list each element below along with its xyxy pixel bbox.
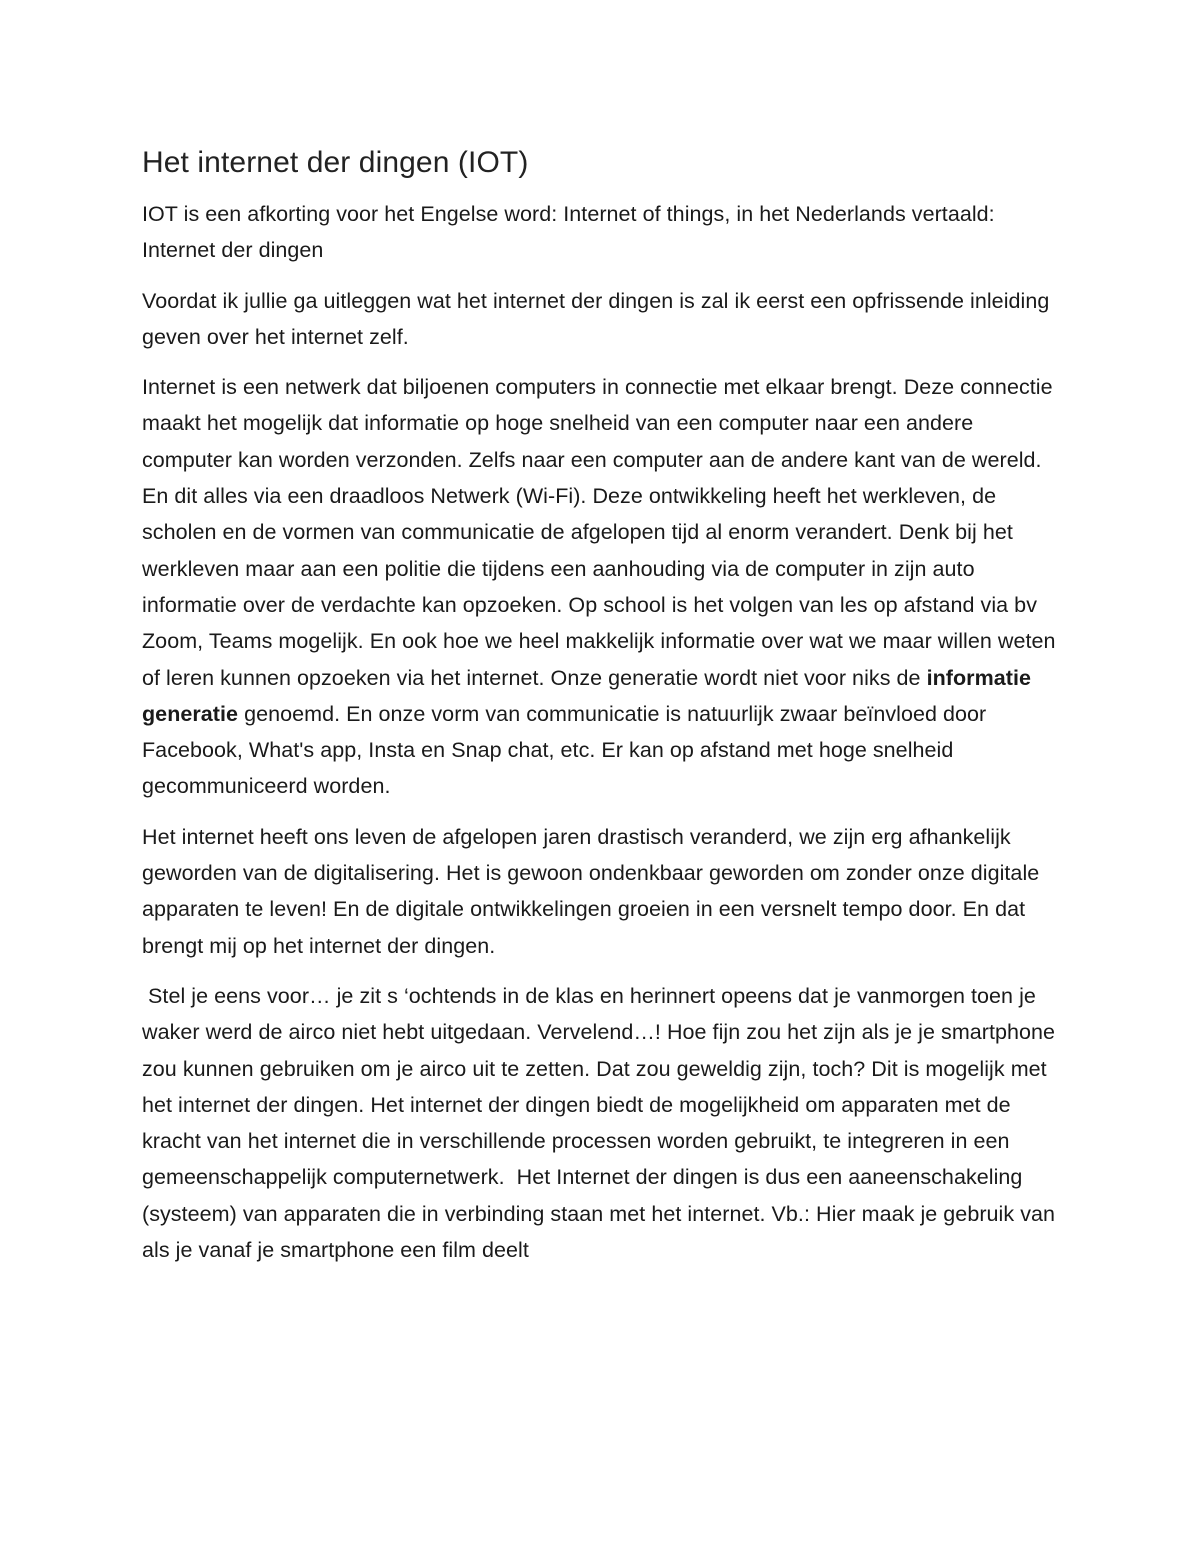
paragraph-text-after-bold: genoemd. En onze vorm van communicatie is natuurlijk zwaar beïnvloed door Facebook, What's app, Insta en Snap chat, etc. Er kan op afstand met hoge snelheid gecommuniceerd worden. xyxy=(142,701,987,799)
paragraph-internet-explanation xyxy=(142,369,1062,805)
paragraph-introduction: Voordat ik jullie ga uitleggen wat het internet der dingen is zal ik eerst een opfrissende inleiding geven over het internet zelf. xyxy=(142,288,1050,349)
document-title: Het internet der dingen (IOT) xyxy=(142,146,529,179)
paragraph-iot-definition: IOT is een afkorting voor het Engelse word: Internet of things, in het Nederlands vertaald: Internet der dingen xyxy=(142,202,995,263)
paragraph-text-before-bold: Internet is een netwerk dat biljoenen computers in connectie met elkaar brengt. Deze connectie maakt het mogelijk dat informatie op hoge snelheid van een computer naar een andere computer kan worden verzonden. Zelfs naar een computer aan de andere kant van de wereld. En dit alles via een draadloos Netwerk (Wi-Fi). Deze ontwikkeling heeft het werkleven, de scholen en de vormen van communicatie de afgelopen tijd al enorm verandert. Denk bij het werkleven maar aan een politie die tijdens een aanhouding via de computer in zijn auto informatie over de verdachte kan opzoeken. Op school is het volgen van les op afstand via bv Zoom, Teams mogelijk. En ook hoe we heel makkelijk informatie over wat we maar willen weten of leren kunnen opzoeken via het internet. Onze generatie wordt niet voor niks de xyxy=(142,375,1056,690)
document-body xyxy=(142,142,1062,1282)
bold-phrase-informatie-generatie: informatie generatie xyxy=(142,665,1031,726)
paragraph-example-airco: Stel je eens voor… je zit s ‘ochtends in de klas en herinnert opeens dat je vanmorgen toen je waker werd de airco niet hebt uitgedaan. Vervelend…! Hoe fijn zou het zijn als je je smartphone zou kunnen gebruiken om je airco uit te zetten. Dat zou geweldig zijn, toch? Dit is mogelijk met het internet der dingen. Het internet der dingen biedt de mogelijkheid om apparaten met de kracht van het internet die in verschillende processen worden gebruikt, te integreren in een gemeenschappelijk computernetwerk. Het Internet der dingen is dus een aaneenschakeling (systeem) van apparaten die in verbinding staan met het internet. Vb.: Hier maak je gebruik van als je vanaf je smartphone een film deelt xyxy=(142,983,1062,1263)
paragraph-digitalisation: Het internet heeft ons leven de afgelopen jaren drastisch veranderd, we zijn erg afhankelijk geworden van de digitalisering. Het is gewoon ondenkbaar geworden om zonder onze digitale apparaten te leven! En de digitale ontwikkelingen groeien in een versnelt tempo door. En dat brengt mij op het internet der dingen. xyxy=(142,824,1040,958)
